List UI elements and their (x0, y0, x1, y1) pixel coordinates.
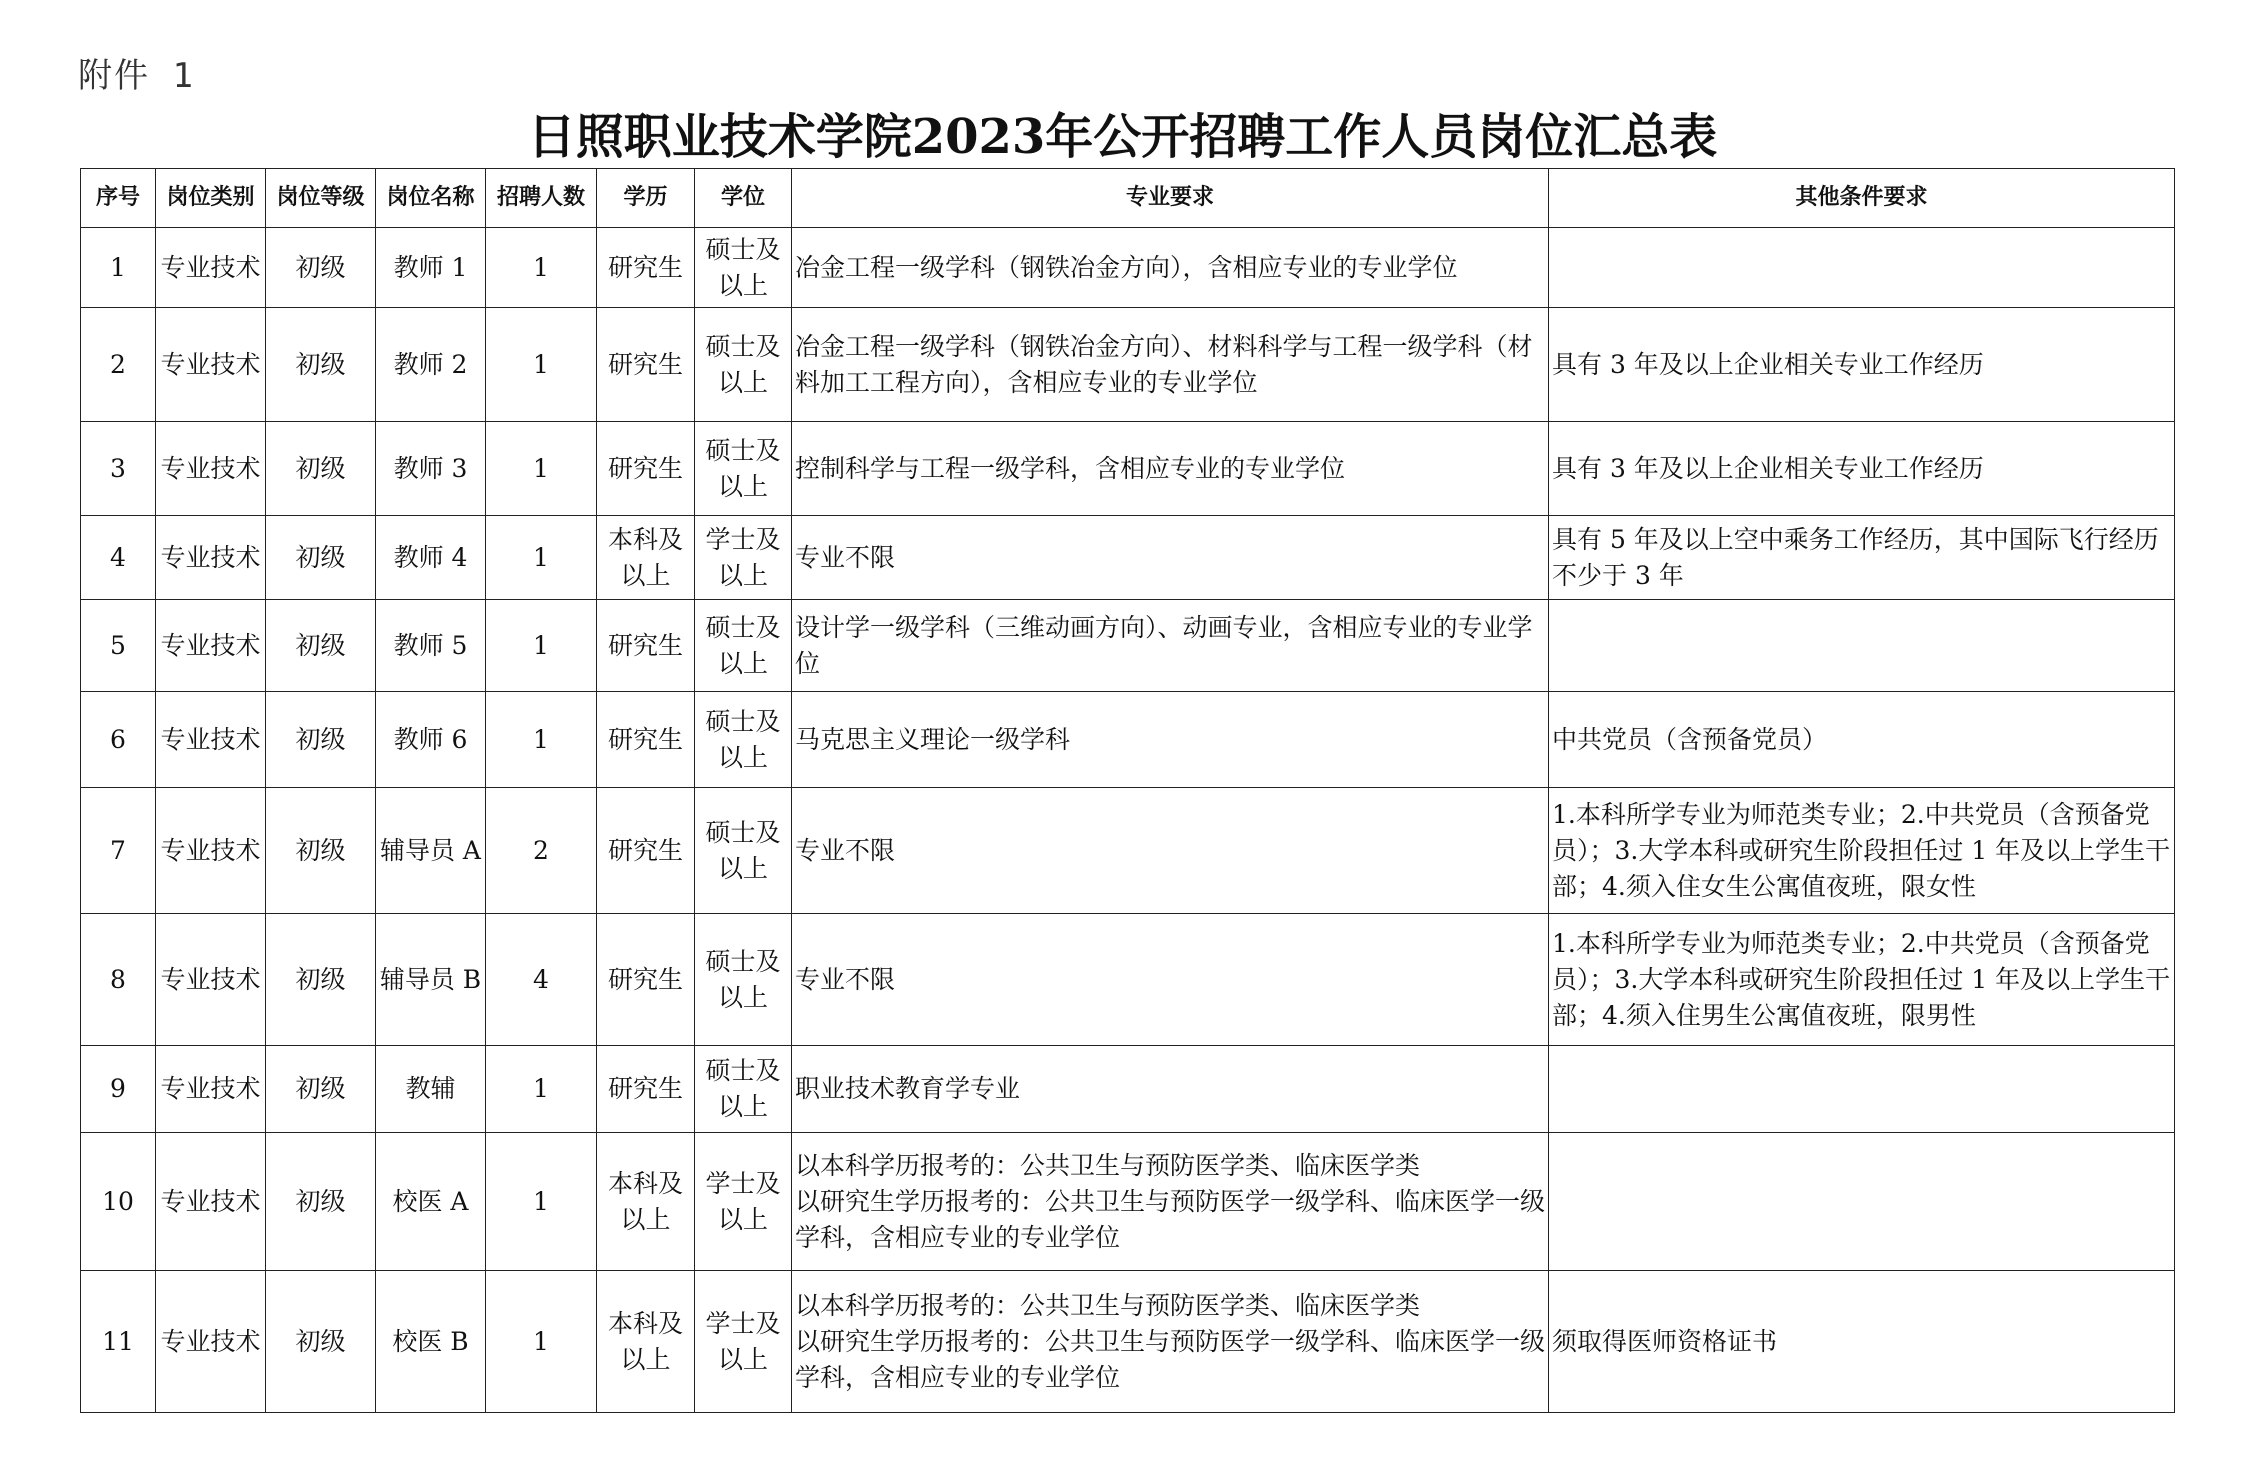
cell-count: 1 (486, 516, 597, 600)
cell-major: 马克思主义理论一级学科 (792, 692, 1549, 788)
cell-education: 本科及 以上 (597, 516, 695, 600)
cell-other: 具有 3 年及以上企业相关专业工作经历 (1549, 422, 2175, 516)
cell-category: 专业技术 (156, 308, 266, 422)
cell-degree: 硕士及 以上 (695, 692, 792, 788)
cell-major: 冶金工程一级学科（钢铁冶金方向）、材料科学与工程一级学科（材料加工工程方向），含相应专业的专业学位 (792, 308, 1549, 422)
cell-level: 初级 (266, 600, 376, 692)
cell-education: 研究生 (597, 422, 695, 516)
cell-degree: 学士及 以上 (695, 1133, 792, 1271)
cell-no: 5 (81, 600, 156, 692)
cell-category: 专业技术 (156, 228, 266, 308)
table-row (81, 692, 2175, 788)
cell-level: 初级 (266, 228, 376, 308)
attachment-label: 附件 1 (78, 56, 195, 96)
cell-degree: 学士及 以上 (695, 516, 792, 600)
header-count: 招聘人数 (486, 169, 597, 228)
table-row (81, 600, 2175, 692)
cell-degree: 硕士及 以上 (695, 228, 792, 308)
table-row (81, 422, 2175, 516)
cell-other (1549, 600, 2175, 692)
cell-category: 专业技术 (156, 1271, 266, 1413)
cell-name: 教辅 (376, 1046, 486, 1133)
cell-other: 具有 3 年及以上企业相关专业工作经历 (1549, 308, 2175, 422)
table-row (81, 788, 2175, 914)
cell-no: 2 (81, 308, 156, 422)
cell-major: 专业不限 (792, 914, 1549, 1046)
cell-other: 中共党员（含预备党员） (1549, 692, 2175, 788)
cell-education: 研究生 (597, 600, 695, 692)
cell-count: 1 (486, 422, 597, 516)
cell-degree: 硕士及 以上 (695, 600, 792, 692)
table-row (81, 1133, 2175, 1271)
cell-education: 研究生 (597, 228, 695, 308)
cell-name: 教师 1 (376, 228, 486, 308)
cell-education: 本科及 以上 (597, 1133, 695, 1271)
cell-count: 2 (486, 788, 597, 914)
cell-education: 研究生 (597, 692, 695, 788)
cell-major: 控制科学与工程一级学科，含相应专业的专业学位 (792, 422, 1549, 516)
cell-count: 4 (486, 914, 597, 1046)
cell-degree: 硕士及 以上 (695, 308, 792, 422)
cell-name: 教师 6 (376, 692, 486, 788)
cell-category: 专业技术 (156, 422, 266, 516)
cell-major: 专业不限 (792, 788, 1549, 914)
header-level: 岗位等级 (266, 169, 376, 228)
cell-level: 初级 (266, 1046, 376, 1133)
cell-name: 教师 5 (376, 600, 486, 692)
cell-degree: 硕士及 以上 (695, 788, 792, 914)
cell-level: 初级 (266, 914, 376, 1046)
cell-count: 1 (486, 308, 597, 422)
cell-name: 校医 A (376, 1133, 486, 1271)
cell-no: 11 (81, 1271, 156, 1413)
positions-table (80, 168, 2175, 1413)
cell-other: 须取得医师资格证书 (1549, 1271, 2175, 1413)
header-name: 岗位名称 (376, 169, 486, 228)
cell-major: 以本科学历报考的：公共卫生与预防医学类、临床医学类 以研究生学历报考的：公共卫生与预防医学一级学科、临床医学一级学科，含相应专业的专业学位 (792, 1271, 1549, 1413)
cell-other: 具有 5 年及以上空中乘务工作经历，其中国际飞行经历不少于 3 年 (1549, 516, 2175, 600)
cell-major: 职业技术教育学专业 (792, 1046, 1549, 1133)
table-row (81, 308, 2175, 422)
cell-no: 1 (81, 228, 156, 308)
header-major: 专业要求 (792, 169, 1549, 228)
cell-count: 1 (486, 600, 597, 692)
cell-major: 设计学一级学科（三维动画方向）、动画专业，含相应专业的专业学位 (792, 600, 1549, 692)
cell-education: 研究生 (597, 1046, 695, 1133)
cell-category: 专业技术 (156, 516, 266, 600)
cell-other (1549, 1046, 2175, 1133)
cell-count: 1 (486, 1046, 597, 1133)
cell-major: 专业不限 (792, 516, 1549, 600)
table-row (81, 1271, 2175, 1413)
cell-count: 1 (486, 228, 597, 308)
cell-level: 初级 (266, 516, 376, 600)
cell-category: 专业技术 (156, 692, 266, 788)
table-header-row (81, 169, 2175, 228)
cell-category: 专业技术 (156, 788, 266, 914)
cell-degree: 硕士及 以上 (695, 914, 792, 1046)
page-title: 日照职业技术学院2023年公开招聘工作人员岗位汇总表 (527, 109, 1718, 165)
cell-category: 专业技术 (156, 1133, 266, 1271)
cell-no: 6 (81, 692, 156, 788)
cell-name: 教师 4 (376, 516, 486, 600)
header-no: 序号 (81, 169, 156, 228)
cell-major: 以本科学历报考的：公共卫生与预防医学类、临床医学类 以研究生学历报考的：公共卫生与预防医学一级学科、临床医学一级学科，含相应专业的专业学位 (792, 1133, 1549, 1271)
cell-name: 辅导员 A (376, 788, 486, 914)
cell-education: 研究生 (597, 788, 695, 914)
cell-education: 本科及 以上 (597, 1271, 695, 1413)
cell-name: 校医 B (376, 1271, 486, 1413)
cell-other (1549, 228, 2175, 308)
table-row (81, 1046, 2175, 1133)
header-other: 其他条件要求 (1549, 169, 2175, 228)
cell-no: 9 (81, 1046, 156, 1133)
cell-name: 教师 3 (376, 422, 486, 516)
cell-level: 初级 (266, 422, 376, 516)
cell-no: 10 (81, 1133, 156, 1271)
cell-other: 1.本科所学专业为师范类专业；2.中共党员（含预备党员）；3.大学本科或研究生阶段担任过 1 年及以上学生干部；4.须入住女生公寓值夜班，限女性 (1549, 788, 2175, 914)
cell-level: 初级 (266, 1271, 376, 1413)
table-row (81, 516, 2175, 600)
cell-category: 专业技术 (156, 914, 266, 1046)
cell-level: 初级 (266, 1133, 376, 1271)
cell-education: 研究生 (597, 308, 695, 422)
cell-no: 8 (81, 914, 156, 1046)
cell-no: 4 (81, 516, 156, 600)
table-row (81, 228, 2175, 308)
cell-no: 7 (81, 788, 156, 914)
cell-no: 3 (81, 422, 156, 516)
cell-degree: 学士及 以上 (695, 1271, 792, 1413)
cell-major: 冶金工程一级学科（钢铁冶金方向），含相应专业的专业学位 (792, 228, 1549, 308)
cell-count: 1 (486, 1271, 597, 1413)
cell-category: 专业技术 (156, 1046, 266, 1133)
cell-level: 初级 (266, 692, 376, 788)
header-degree: 学位 (695, 169, 792, 228)
header-education: 学历 (597, 169, 695, 228)
cell-degree: 硕士及 以上 (695, 1046, 792, 1133)
cell-education: 研究生 (597, 914, 695, 1046)
cell-count: 1 (486, 692, 597, 788)
cell-name: 教师 2 (376, 308, 486, 422)
cell-count: 1 (486, 1133, 597, 1271)
header-category: 岗位类别 (156, 169, 266, 228)
cell-degree: 硕士及 以上 (695, 422, 792, 516)
cell-level: 初级 (266, 788, 376, 914)
cell-category: 专业技术 (156, 600, 266, 692)
cell-level: 初级 (266, 308, 376, 422)
cell-other (1549, 1133, 2175, 1271)
table-row (81, 914, 2175, 1046)
cell-other: 1.本科所学专业为师范类专业；2.中共党员（含预备党员）；3.大学本科或研究生阶段担任过 1 年及以上学生干部；4.须入住男生公寓值夜班，限男性 (1549, 914, 2175, 1046)
cell-name: 辅导员 B (376, 914, 486, 1046)
